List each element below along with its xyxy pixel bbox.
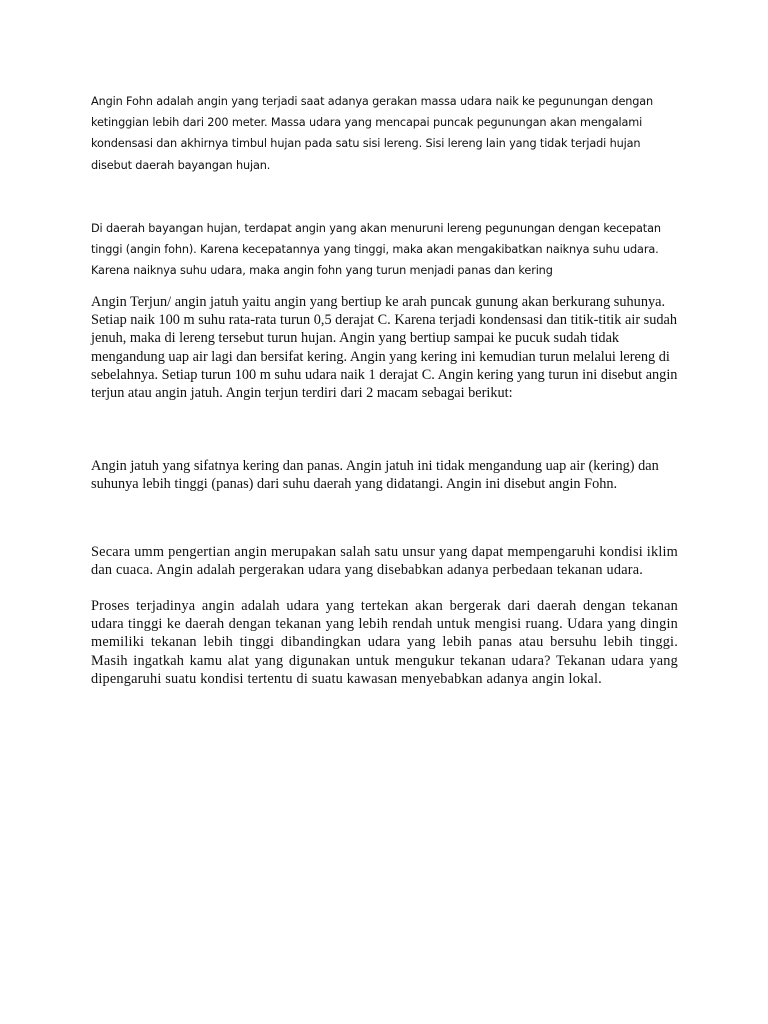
paragraph-wind-process: Proses terjadinya angin adalah udara yang tertekan akan bergerak dari daerah dengan tekanan udara tinggi ke daerah dengan tekanan yang lebih rendah untuk mengisi ruang. Udara yang dingin memiliki tekanan lebih tinggi dibandingkan udara yang lebih panas atau bersuhu lebih tinggi. Masih ingatkah kamu alat yang digunakan untuk mengukur tekanan udara? Tekanan udara yang dipengaruhi suatu kondisi tertentu di suatu kawasan menyebabkan adanya angin lokal. (91, 598, 678, 687)
paragraph-wind-definition: Secara umm pengertian angin merupakan salah satu unsur yang dapat mempengaruhi kondisi iklim dan cuaca. Angin adalah pergerakan udara yang disebabkan adanya perbedaan tekanan udara. (91, 544, 678, 579)
paragraph-rain-shadow: Di daerah bayangan hujan, terdapat angin yang akan menuruni lereng pegunungan dengan kecepatan tinggi (angin fohn). Karena kecepatannya yang tinggi, maka akan mengakibatkan naiknya suhu udara. Karena naiknya suhu udara, maka angin fohn yang turun menjadi panas dan kering (91, 222, 661, 278)
paragraph-angin-fohn-definition: Angin Fohn adalah angin yang terjadi saat adanya gerakan massa udara naik ke pegunungan dengan ketinggian lebih dari 200 meter. Massa udara yang mencapai puncak pegunungan akan mengalami kondensasi dan akhirnya timbul hujan pada satu sisi lereng. Sisi lereng lain yang tidak terjadi hujan disebut daerah bayangan hujan. (91, 95, 654, 172)
paragraph-angin-terjun: Angin Terjun/ angin jatuh yaitu angin yang bertiup ke arah puncak gunung akan berkurang suhunya. Setiap naik 100 m suhu rata-rata turun 0,5 derajat C. Karena terjadi kondensasi dan titik-titik air sudah jenuh, maka di lereng tersebut turun hujan. Angin yang bertiup sampai ke pucuk sudah tidak mengandung uap air lagi dan bersifat kering. Angin yang kering ini kemudian turun melalui lereng di sebelahnya. Setiap turun 100 m suhu udara naik 1 derajat C. Angin kering yang turun ini disebut angin terjun atau angin jatuh. Angin terjun terdiri dari 2 macam sebagai berikut: (91, 294, 678, 402)
paragraph-angin-jatuh: Angin jatuh yang sifatnya kering dan panas. Angin jatuh ini tidak mengandung uap air (kering) dan suhunya lebih tinggi (panas) dari suhu daerah yang didatangi. Angin ini disebut angin Fohn. (91, 458, 659, 493)
